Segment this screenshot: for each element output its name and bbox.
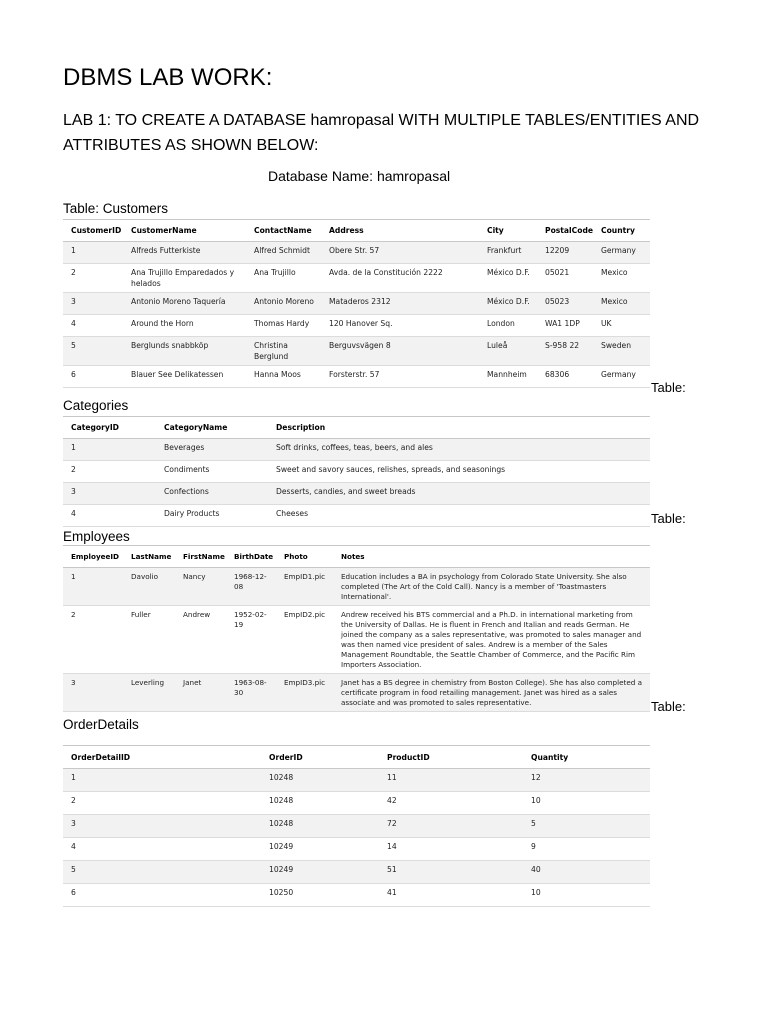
table-row <box>63 861 650 884</box>
table-cell: Alfreds Futterkiste <box>123 242 246 264</box>
table-cell: Blauer See Delikatessen <box>123 366 246 388</box>
table-row <box>63 505 650 527</box>
table-cell: 10249 <box>261 838 379 861</box>
table-row <box>63 242 650 264</box>
employees-header-row <box>63 546 650 568</box>
table-cell: Confections <box>156 483 268 505</box>
table-cell: 10248 <box>261 792 379 815</box>
table-cell: Ana Trujillo <box>246 264 321 293</box>
table-cell: Alfred Schmidt <box>246 242 321 264</box>
table-cell: México D.F. <box>479 264 537 293</box>
table-cell: Desserts, candies, and sweet breads <box>268 483 650 505</box>
table-cell: Mexico <box>593 293 650 315</box>
table-cell: 10248 <box>261 815 379 838</box>
table-cell: EmpID3.pic <box>276 674 333 712</box>
table-cell: Beverages <box>156 439 268 461</box>
table-cell: Antonio Moreno <box>246 293 321 315</box>
table-row <box>63 461 650 483</box>
customers-column-header: ContactName <box>246 220 321 242</box>
table-cell: Avda. de la Constitución 2222 <box>321 264 479 293</box>
table-cell: Germany <box>593 366 650 388</box>
table-cell: 14 <box>379 838 523 861</box>
categories-column-header: Description <box>268 417 650 439</box>
customers-column-header: PostalCode <box>537 220 593 242</box>
table-cell: 6 <box>63 884 261 907</box>
table-cell: 5 <box>63 861 261 884</box>
table-cell: Mataderos 2312 <box>321 293 479 315</box>
orderdetails-column-header: OrderID <box>261 746 379 769</box>
table-cell: 05023 <box>537 293 593 315</box>
table-cell: Andrew received his BTS commercial and a Ph.D. in international marketing from the University of Dallas. He is fluent in French and Italian and reads German. He joined the company as a sales representative, was promoted to sales manager and was then named vice president of sales. Andrew is a member of the Sales Management Roundtable, the Seattle Chamber of Commerce, and the Pacific Rim Importers Association. <box>333 606 650 674</box>
table-cell: EmpID1.pic <box>276 568 333 606</box>
employees-table <box>63 545 650 712</box>
table-cell: Thomas Hardy <box>246 315 321 337</box>
table-row <box>63 792 650 815</box>
table-cell: Forsterstr. 57 <box>321 366 479 388</box>
table-cell: Germany <box>593 242 650 264</box>
table-cell: 6 <box>63 366 123 388</box>
table-cell: 1 <box>63 568 123 606</box>
table-cell: 4 <box>63 315 123 337</box>
table-cell: México D.F. <box>479 293 537 315</box>
orderdetails-column-header: OrderDetailID <box>63 746 261 769</box>
employees-column-header: Photo <box>276 546 333 568</box>
table-cell: Cheeses <box>268 505 650 527</box>
table-cell: 1968-12-08 <box>226 568 276 606</box>
table-cell: 1 <box>63 242 123 264</box>
customers-column-header: CustomerID <box>63 220 123 242</box>
table-cell: Dairy Products <box>156 505 268 527</box>
table-cell: 40 <box>523 861 650 884</box>
table-cell: 3 <box>63 483 156 505</box>
table-cell: Janet has a BS degree in chemistry from Boston College). She has also completed a certificate program in food retailing management. Janet was hired as a sales associate and was promoted to sales representative. <box>333 674 650 712</box>
table-cell: EmpID2.pic <box>276 606 333 674</box>
table-row <box>63 315 650 337</box>
table-row <box>63 838 650 861</box>
table-cell: 51 <box>379 861 523 884</box>
orderdetails-column-header: Quantity <box>523 746 650 769</box>
orderdetails-header-row <box>63 746 650 769</box>
table-cell: Berguvsvägen 8 <box>321 337 479 366</box>
table-cell: Condiments <box>156 461 268 483</box>
table-row <box>63 337 650 366</box>
table-side-label-2: Table: <box>651 511 686 526</box>
customers-column-header: City <box>479 220 537 242</box>
table-cell: 1952-02-19 <box>226 606 276 674</box>
table-cell: 10 <box>523 792 650 815</box>
table-row <box>63 884 650 907</box>
table-row <box>63 674 650 712</box>
table-cell: Nancy <box>175 568 226 606</box>
table-cell: WA1 1DP <box>537 315 593 337</box>
table-cell: Hanna Moos <box>246 366 321 388</box>
customers-column-header: Country <box>593 220 650 242</box>
lab-description-line-2: ATTRIBUTES AS SHOWN BELOW: <box>63 137 319 154</box>
table-cell: 4 <box>63 505 156 527</box>
table-cell: Leverling <box>123 674 175 712</box>
orderdetails-table <box>63 745 650 907</box>
categories-column-header: CategoryName <box>156 417 268 439</box>
table-cell: Ana Trujillo Emparedados y helados <box>123 264 246 293</box>
table-cell: Sweden <box>593 337 650 366</box>
employees-column-header: EmployeeID <box>63 546 123 568</box>
customers-column-header: Address <box>321 220 479 242</box>
table-cell: 72 <box>379 815 523 838</box>
table-side-label-1: Table: <box>651 380 686 395</box>
customers-header-row <box>63 220 650 242</box>
table-row <box>63 568 650 606</box>
table-cell: 2 <box>63 264 123 293</box>
table-cell: S-958 22 <box>537 337 593 366</box>
table-cell: Around the Horn <box>123 315 246 337</box>
table-cell: 3 <box>63 674 123 712</box>
table-cell: 10248 <box>261 769 379 792</box>
table-row <box>63 439 650 461</box>
table-cell: 1 <box>63 439 156 461</box>
employees-column-header: BirthDate <box>226 546 276 568</box>
table-cell: Education includes a BA in psychology from Colorado State University. She also completed (The Art of the Cold Call). Nancy is a member of 'Toastmasters International'. <box>333 568 650 606</box>
table-cell: 5 <box>523 815 650 838</box>
employees-table-caption: Employees <box>63 529 130 544</box>
table-cell: 05021 <box>537 264 593 293</box>
lab-description-line-1: LAB 1: TO CREATE A DATABASE hamropasal WITH MULTIPLE TABLES/ENTITIES AND <box>63 112 700 129</box>
table-cell: Janet <box>175 674 226 712</box>
employees-column-header: LastName <box>123 546 175 568</box>
table-cell: 10 <box>523 884 650 907</box>
table-cell: Antonio Moreno Taquería <box>123 293 246 315</box>
table-cell: Mannheim <box>479 366 537 388</box>
orderdetails-table-caption: OrderDetails <box>63 717 139 732</box>
table-cell: 1963-08-30 <box>226 674 276 712</box>
table-cell: Berglunds snabbköp <box>123 337 246 366</box>
table-cell: 5 <box>63 337 123 366</box>
categories-column-header: CategoryID <box>63 417 156 439</box>
database-name: Database Name: hamropasal <box>268 168 451 184</box>
table-cell: Davolio <box>123 568 175 606</box>
table-side-label-3: Table: <box>651 699 686 714</box>
table-cell: 68306 <box>537 366 593 388</box>
table-cell: 2 <box>63 461 156 483</box>
table-row <box>63 293 650 315</box>
table-cell: Christina Berglund <box>246 337 321 366</box>
table-cell: London <box>479 315 537 337</box>
table-cell: Fuller <box>123 606 175 674</box>
customers-table <box>63 219 650 388</box>
table-cell: 12 <box>523 769 650 792</box>
table-cell: Frankfurt <box>479 242 537 264</box>
table-cell: 1 <box>63 769 261 792</box>
employees-column-header: FirstName <box>175 546 226 568</box>
customers-table-caption: Table: Customers <box>63 201 169 216</box>
categories-table <box>63 416 650 527</box>
table-cell: 42 <box>379 792 523 815</box>
table-cell: 10249 <box>261 861 379 884</box>
table-cell: 3 <box>63 293 123 315</box>
table-cell: 2 <box>63 606 123 674</box>
table-cell: Andrew <box>175 606 226 674</box>
table-cell: Obere Str. 57 <box>321 242 479 264</box>
table-cell: UK <box>593 315 650 337</box>
table-cell: Mexico <box>593 264 650 293</box>
table-row <box>63 366 650 388</box>
table-cell: 2 <box>63 792 261 815</box>
table-cell: 12209 <box>537 242 593 264</box>
table-cell: 10250 <box>261 884 379 907</box>
table-cell: 9 <box>523 838 650 861</box>
table-cell: 11 <box>379 769 523 792</box>
table-row <box>63 483 650 505</box>
table-cell: 41 <box>379 884 523 907</box>
document-title: DBMS LAB WORK: <box>63 64 273 91</box>
customers-column-header: CustomerName <box>123 220 246 242</box>
table-cell: Sweet and savory sauces, relishes, spreads, and seasonings <box>268 461 650 483</box>
employees-column-header: Notes <box>333 546 650 568</box>
table-row <box>63 769 650 792</box>
categories-header-row <box>63 417 650 439</box>
table-row <box>63 815 650 838</box>
table-row <box>63 606 650 674</box>
categories-table-caption: Categories <box>63 398 129 413</box>
table-cell: Soft drinks, coffees, teas, beers, and ales <box>268 439 650 461</box>
table-cell: 120 Hanover Sq. <box>321 315 479 337</box>
table-cell: Luleå <box>479 337 537 366</box>
table-row <box>63 264 650 293</box>
table-cell: 4 <box>63 838 261 861</box>
orderdetails-column-header: ProductID <box>379 746 523 769</box>
table-cell: 3 <box>63 815 261 838</box>
